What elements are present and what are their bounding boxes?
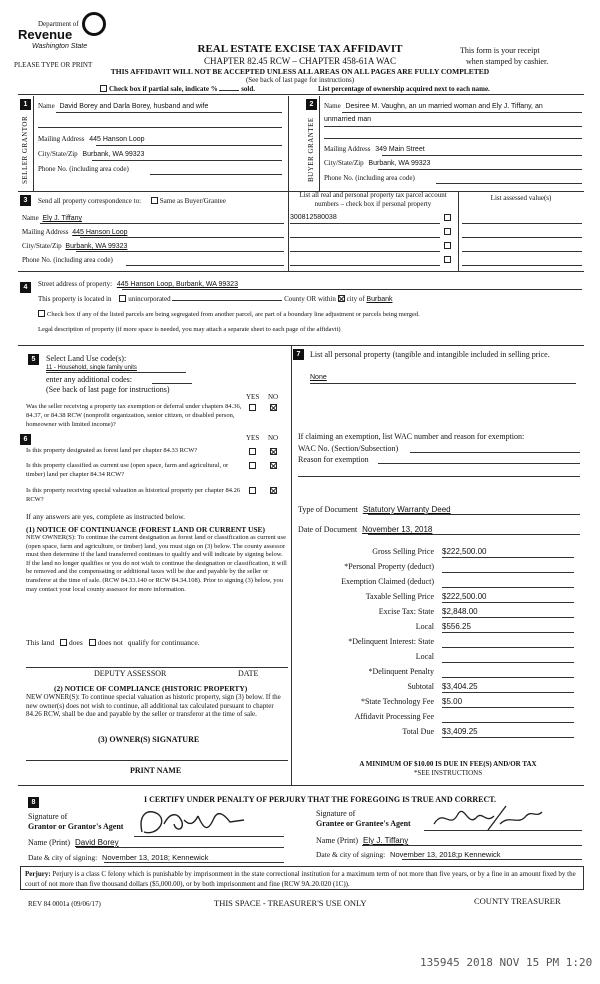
current-use-question: Is this property classified as current use (open space, farm and agricultural, or timber) land per chapter 84.34 RCW? [26,462,229,478]
correspondence-mailing-label: Mailing Address [22,228,69,236]
correspondence-phone-label: Phone No. (including area code) [22,256,113,264]
grantor-name-label: Name [38,102,55,110]
tax-row-label: Excise Tax: State [378,607,434,616]
grantor-print-row [28,838,119,847]
tax-row-value[interactable]: $3,409.25 [442,727,574,738]
located-in-row [38,295,476,303]
if-yes-instruction: If any answers are yes, complete as instructed below. [26,512,186,521]
parcel-2-personal-checkbox[interactable] [444,228,451,235]
send-correspondence-label: Send all property correspondence to: [38,197,142,205]
tax-row-value[interactable] [442,637,574,648]
perjury-text: Perjury is a class C felony which is punishable by imprisonment in the state correctional institution for a maximum term of not more than five years, or by a fine in an amount fixed by the court of not more than five thousand dollars ($5,000.00), or by both imprisonment and fine (RCW 9A.20.020 (1C)). [25,870,576,888]
tax-row-value[interactable]: $3,404.25 [442,682,574,693]
unincorporated-label: unincorporated [128,295,171,303]
tax-row-label: Taxable Selling Price [365,592,434,601]
correspondence-mailing-row [22,228,128,236]
print-name-label: PRINT NAME [130,766,182,775]
tax-row-value[interactable] [442,712,574,723]
section-8-number: 8 [28,797,39,808]
personal-property-label: List all personal property (tangible and intangible included in selling price. [310,350,550,359]
city-of-label: city of [346,295,365,303]
grantor-city[interactable]: Burbank, WA 99323 [82,151,145,158]
document-type-label: Type of Document [298,505,358,514]
notice-continuance-text: NEW OWNER(S): To continue the current designation as forest land or classification as current use (open space, farm and agriculture, or timber) land, you must sign on (3) below. The county assessor must then determine if the land transferred continues to qualify and will indicate by signing below. If the land no longer qualifies or you do not wish to continue the designation or classification, it will be removed and the compensating or additional taxes will be due and payable by the seller or transferor at the time of sale. (RCW 84.33.140 or RCW 84.34.108). Prior to signing (3) below, you may contact your local county assessor for more information. [26,534,287,593]
parcel-header-1: List all real and personal property tax parcel account [299,191,447,199]
q6b-yes-checkbox[interactable] [249,462,256,469]
property-city[interactable]: Burbank [366,296,393,303]
document-date-row [298,525,432,534]
grantor-signature-label-1: Signature of [28,812,68,821]
tax-row-label: Affidavit Processing Fee [354,712,434,721]
tax-row-value[interactable] [442,577,574,588]
correspondence-mailing[interactable]: 445 Hanson Loop [72,229,128,236]
notice-compliance-text: NEW OWNER(S): To continue special valuation as historic property, sign (3) below. If the new owner(s) does not wish to continue, all additional tax calculated pursuant to chapter 84.26 RCW, shall be due and payable by the seller or transferor at the time of sale. [26,693,281,719]
send-correspondence-row [38,197,226,205]
exemption-question: Was the seller receiving a property tax exemption or deferral under chapters 84.36, 84.37, or 84.38 RCW (nonprofit organization, senior citizen, or disabled person, homeowner with limited income)? [26,403,242,428]
no-header-5: NO [268,393,279,401]
partial-sale-label: Check box if partial sale, indicate % [109,85,218,93]
section-6-number: 6 [20,434,31,445]
grantee-name-2[interactable]: unmarried man [324,116,372,123]
grantor-print-name[interactable]: David Borey [75,838,119,847]
exemption-label: If claiming an exemption, list WAC number and reason for exemption: [298,432,525,441]
grantor-date-city[interactable]: November 13, 2018; Kennewick [102,853,209,862]
tax-row-label: Local [415,652,434,661]
county-treasurer-label: COUNTY TREASURER [474,896,561,906]
see-back-header: (See back of last page for instructions) [245,76,355,84]
tax-row-value[interactable]: $556.25 [442,622,574,633]
sold-label: sold. [241,85,256,93]
correspondence-name-label: Name [22,214,39,222]
grantee-mailing[interactable]: 349 Main Street [375,146,425,153]
receipt-note-1: This form is your receipt [460,46,540,55]
deputy-assessor-label: DEPUTY ASSESSOR [94,669,167,678]
perjury-box [20,866,584,890]
assessor-date-label: DATE [238,669,259,678]
logo-line2: Revenue [18,27,73,42]
document-type-row [298,505,451,514]
grantor-mailing[interactable]: 445 Hanson Loop [89,136,145,143]
form-title: REAL ESTATE EXCISE TAX AFFIDAVIT [197,43,403,55]
exemption-reason-label: Reason for exemption [298,455,369,464]
land-use-code[interactable]: 11 - Household, single family units [46,365,137,371]
certify-statement: I CERTIFY UNDER PENALTY OF PERJURY THAT THE FOREGOING IS TRUE AND CORRECT. [144,795,497,804]
grantor-phone-label: Phone No. (including area code) [38,165,129,173]
grantee-name-row [324,102,584,110]
yes-header-5: YES [246,393,260,401]
tax-row-label: *Delinquent Penalty [368,667,434,676]
qualify-label: qualify for continuance. [127,638,200,647]
parcel-1-personal-checkbox[interactable] [444,214,451,221]
grantee-city-row [324,159,430,167]
tax-row-value[interactable] [442,652,574,663]
unincorporated-checkbox[interactable] [119,295,126,302]
grantor-mailing-row [38,135,145,143]
section-1-number: 1 [20,99,31,110]
q6b-no-checkbox[interactable] [270,462,277,469]
does-not-qualify-checkbox[interactable] [89,639,96,646]
personal-property-value[interactable]: None [310,374,327,381]
notice-compliance-title: (2) NOTICE OF COMPLIANCE (HISTORIC PROPERTY) [54,684,248,693]
treasurer-use-label: THIS SPACE - TREASURER'S USE ONLY [214,898,367,908]
document-date[interactable]: November 13, 2018 [362,525,433,534]
assessed-values-header: List assessed value(s) [490,194,552,202]
notice-continuance-title: (1) NOTICE OF CONTINUANCE (FOREST LAND OR CURRENT USE) [26,525,266,534]
does-qualify-checkbox[interactable] [60,639,67,646]
legal-description-label: Legal description of property (if more space is needed, you may attach a separate sheet to each page of the affidavit) [38,326,341,333]
q6c-no-checkbox[interactable] [270,487,277,494]
tax-row-value[interactable]: $222,500.00 [442,547,574,558]
parcel-number-1[interactable]: 300812580038 [290,214,337,221]
perjury-label: Perjury: [25,870,51,878]
grantee-print-label: Name (Print) [316,836,358,845]
form-number: REV 84 0001a (09/06/17) [28,900,101,908]
street-address-row [38,280,238,288]
grantee-signature-label-1: Signature of [316,809,356,818]
see-instructions-note: *SEE INSTRUCTIONS [413,769,483,777]
logo-line3: Washington State [32,43,88,50]
tax-row-value[interactable]: $2,848.00 [442,607,574,618]
document-type[interactable]: Statutory Warranty Deed [362,505,451,514]
street-address[interactable]: 445 Hanson Loop, Burbank, WA 99323 [116,281,238,288]
historical-question: Is this property receiving special valuation as historical property per chapter 84.26 RCW? [26,487,241,503]
segregated-checkbox[interactable] [38,310,45,317]
tax-row-label: Local [415,622,434,631]
grantor-date-label: Date & city of signing: [28,853,98,862]
grantee-name-1[interactable]: Desiree M. Vaughn, an un married woman and Ely J. Tiffany, an [345,103,543,110]
grantor-city-row [38,150,144,158]
partial-sale-line [100,85,255,93]
tax-row-label: *State Technology Fee [360,697,434,706]
grantee-city-label: City/State/Zip [324,159,364,167]
located-in-label: This property is located in [38,295,112,303]
dor-logo [14,12,114,52]
city-of-checkbox[interactable] [338,295,345,302]
correspondence-city-row [22,242,127,250]
parcel-header-2: numbers – check box if personal property [314,200,432,208]
grantor-city-label: City/State/Zip [38,150,78,158]
grantor-signature[interactable] [134,804,264,838]
land-use-label: Select Land Use code(s): [46,354,127,363]
grantee-phone-label: Phone No. (including area code) [324,174,415,182]
section-2-number: 2 [306,99,317,110]
grantee-city[interactable]: Burbank, WA 99323 [368,160,431,167]
grantor-name[interactable]: David Borey and Darla Borey, husband and wife [59,103,209,110]
grantee-signature-label-2: Grantee or Grantee's Agent [316,819,411,828]
grantee-name-label: Name [324,102,341,110]
section-3-number: 3 [20,195,31,206]
grantor-signature-label-2: Grantor or Grantor's Agent [28,822,124,831]
forest-land-question: Is this property designated as forest land per chapter 84.33 RCW? [26,447,198,454]
grantee-mailing-label: Mailing Address [324,145,371,153]
logo-mark-icon [82,12,106,36]
correspondence-city-label: City/State/Zip [22,242,62,250]
grantee-date-row [316,850,501,859]
does-not-label: does not [97,638,123,647]
does-label: does [69,638,83,647]
tax-row-label: Subtotal [407,682,434,691]
section-7-number: 7 [293,349,304,360]
owner-signature-label: (3) OWNER(S) SIGNATURE [98,735,200,744]
tax-row-value[interactable] [442,667,574,678]
section-5-number: 5 [28,354,39,365]
warning-line: THIS AFFIDAVIT WILL NOT BE ACCEPTED UNLESS ALL AREAS ON ALL PAGES ARE FULLY COMPLETED [110,67,490,76]
buyer-grantee-label: BUYER GRANTEE [307,117,315,183]
receipt-note-2: when stamped by cashier. [466,57,549,66]
q5-no-checkbox[interactable] [270,404,277,411]
grantee-mailing-row [324,145,425,153]
grantor-mailing-label: Mailing Address [38,135,85,143]
q5-yes-checkbox[interactable] [249,404,256,411]
q6a-no-checkbox[interactable] [270,448,277,455]
grantor-date-row [28,853,208,862]
recording-stamp: 135945 2018 NOV 15 PM 1:20 [420,956,593,969]
same-as-buyer-checkbox[interactable] [151,197,158,204]
grantee-signature[interactable] [428,800,548,834]
additional-codes-label: enter any additional codes: [46,375,132,384]
tax-row-value[interactable]: $5.00 [442,697,574,708]
list-percentage-note: List percentage of ownership acquired next to each name. [318,85,490,93]
parcel-4-personal-checkbox[interactable] [444,256,451,263]
document-date-label: Date of Document [298,525,358,534]
land-qualify-row [26,638,200,647]
tax-row-value[interactable]: $222,500.00 [442,592,574,603]
county-or-label: County OR within [284,295,336,303]
land-use-see-back: (See back of last page for instructions) [46,385,170,394]
tax-row-label: Total Due [402,727,434,736]
correspondence-name[interactable]: Ely J. Tiffany [42,215,83,222]
tax-row-value[interactable] [442,562,574,573]
grantee-date-label: Date & city of signing: [316,850,386,859]
grantee-print-name[interactable]: Ely J. Tiffany [363,836,409,845]
tax-row-label: Gross Selling Price [372,547,434,556]
logo-line1: Department of [38,20,79,28]
correspondence-city[interactable]: Burbank, WA 99323 [65,243,128,250]
grantor-name-row [38,102,284,110]
form-subtitle: CHAPTER 82.45 RCW – CHAPTER 458-61A WAC [204,56,396,66]
seller-grantor-label: SELLER GRANTOR [21,115,29,185]
tax-row-label: *Delinquent Interest: State [348,637,434,646]
section-4-number: 4 [20,282,31,293]
correspondence-name-row [22,214,82,222]
tax-row-label: *Personal Property (deduct) [344,562,434,571]
grantee-print-row [316,836,408,845]
segregated-label: Check box if any of the listed parcels are being segregated from another parcel, are part of a boundary line adjustment or parcels being merged. [47,311,420,318]
grantee-date-city[interactable]: November 13, 2018;p Kennewick [390,850,501,859]
yes-header-6: YES [246,434,260,442]
grantor-print-label: Name (Print) [28,838,70,847]
partial-sale-checkbox[interactable] [100,85,107,92]
wac-number-label: WAC No. (Section/Subsection) [298,444,399,453]
this-land-label: This land [26,638,55,647]
parcel-3-personal-checkbox[interactable] [444,242,451,249]
tax-row-label: Exemption Claimed (deduct) [341,577,434,586]
no-header-6: NO [268,434,279,442]
same-as-buyer-label: Same as Buyer/Grantee [159,197,226,205]
q6c-yes-checkbox[interactable] [249,487,256,494]
street-address-label: Street address of property: [38,280,113,288]
please-type: PLEASE TYPE OR PRINT [14,61,93,69]
minimum-due-note: A MINIMUM OF $10.00 IS DUE IN FEE(S) AND/OR TAX [359,760,537,768]
q6a-yes-checkbox[interactable] [249,448,256,455]
segregated-row [38,310,420,318]
